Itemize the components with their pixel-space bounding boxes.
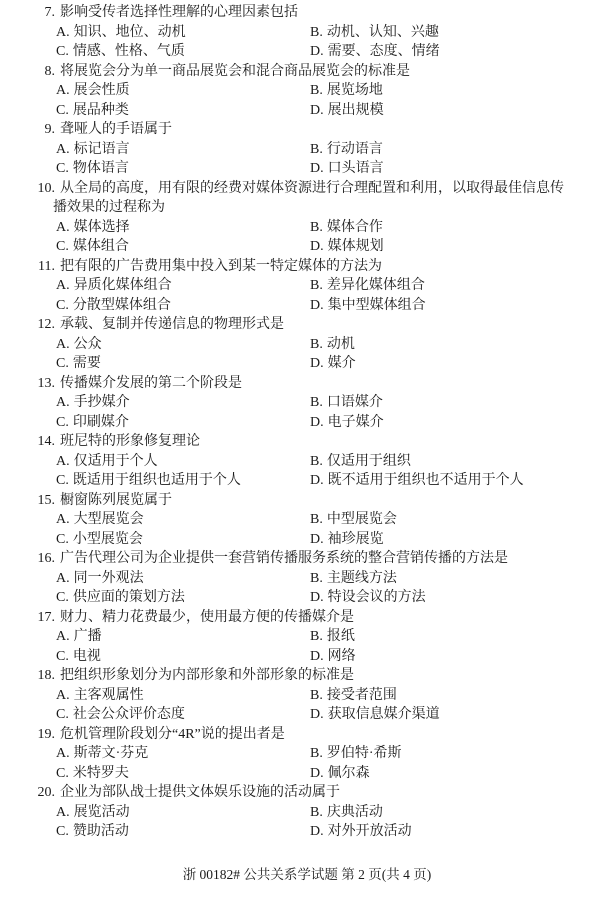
question-stem xyxy=(0,257,584,277)
question-number: 20. xyxy=(37,785,55,800)
option-c xyxy=(56,647,310,667)
option-text: 媒体选择 xyxy=(73,219,130,235)
option-label: D. xyxy=(310,473,324,488)
option-label: A. xyxy=(56,804,70,820)
question-stem xyxy=(0,62,584,82)
option-d xyxy=(310,588,584,608)
option-text: 网络 xyxy=(327,648,356,664)
question-text: 企业为部队战士提供文体娱乐设施的活动属于 xyxy=(60,785,340,800)
option-b xyxy=(310,23,584,43)
option-a xyxy=(56,569,310,589)
option-text: 需要 xyxy=(72,356,101,371)
option-c xyxy=(56,764,310,784)
option-label: C. xyxy=(56,648,69,664)
question-number: 17. xyxy=(37,609,55,625)
option-c xyxy=(56,296,310,316)
option-label: A. xyxy=(56,141,70,157)
question-13 xyxy=(0,374,584,433)
option-b xyxy=(310,744,584,764)
option-label: C. xyxy=(56,707,69,722)
option-text: 集中型媒体组合 xyxy=(327,297,426,313)
option-c xyxy=(56,101,310,121)
option-b xyxy=(310,393,584,413)
option-label: D. xyxy=(310,531,324,547)
option-label: D. xyxy=(310,707,324,722)
option-text: 媒介 xyxy=(327,356,356,371)
question-stem xyxy=(0,725,584,745)
option-label: D. xyxy=(310,297,324,313)
question-18 xyxy=(0,666,584,725)
question-stem xyxy=(0,491,584,511)
option-label: A. xyxy=(56,687,70,703)
option-b xyxy=(310,569,584,589)
question-text: 聋哑人的手语属于 xyxy=(60,122,172,137)
option-a xyxy=(56,803,310,823)
option-label: A. xyxy=(56,512,70,527)
option-a xyxy=(56,510,310,530)
option-a xyxy=(56,218,310,238)
option-text: 大型展览会 xyxy=(73,512,144,527)
option-text: 差异化媒体组合 xyxy=(326,278,425,293)
question-stem xyxy=(0,315,584,335)
option-label: C. xyxy=(56,297,69,313)
question-stem xyxy=(0,374,584,394)
options-grid xyxy=(0,81,584,120)
option-a xyxy=(56,23,310,43)
questions-list xyxy=(0,3,584,842)
question-17 xyxy=(0,608,584,667)
option-text: 中型展览会 xyxy=(326,512,397,527)
option-text: 供应面的策划方法 xyxy=(72,590,185,605)
option-label: C. xyxy=(56,824,69,839)
option-text: 对外开放活动 xyxy=(327,824,412,839)
question-number: 19. xyxy=(37,726,55,742)
option-c xyxy=(56,237,310,257)
question-stem xyxy=(0,120,584,140)
option-a xyxy=(56,335,310,355)
option-c xyxy=(56,42,310,62)
option-label: C. xyxy=(56,356,69,371)
option-label: B. xyxy=(310,24,323,40)
option-text: 行动语言 xyxy=(326,141,383,157)
option-label: A. xyxy=(56,219,70,235)
option-a xyxy=(56,452,310,472)
question-text: 影响受传者选择性理解的心理因素包括 xyxy=(60,5,298,20)
option-d xyxy=(310,471,584,491)
option-d xyxy=(310,237,584,257)
options-grid xyxy=(0,569,584,608)
options-grid xyxy=(0,744,584,783)
question-text: 班尼特的形象修复理论 xyxy=(60,434,200,449)
question-12 xyxy=(0,315,584,374)
question-number: 13. xyxy=(37,375,55,391)
option-label: D. xyxy=(310,648,324,664)
options-grid xyxy=(0,218,584,257)
question-9 xyxy=(0,120,584,179)
option-b xyxy=(310,627,584,647)
option-label: D. xyxy=(310,239,324,254)
options-grid xyxy=(0,335,584,374)
option-label: B. xyxy=(310,219,323,235)
option-text: 知识、地位、动机 xyxy=(73,24,186,40)
option-text: 媒体规划 xyxy=(327,239,384,254)
question-number: 10. xyxy=(37,180,55,196)
option-c xyxy=(56,530,310,550)
option-text: 口头语言 xyxy=(327,161,384,176)
option-text: 手抄媒介 xyxy=(73,395,130,410)
page-footer xyxy=(0,866,614,884)
option-text: 佩尔森 xyxy=(327,765,370,781)
question-number: 14. xyxy=(37,434,55,449)
option-text: 动机、认知、兴趣 xyxy=(326,24,439,40)
question-stem xyxy=(0,3,584,23)
option-label: C. xyxy=(56,102,69,118)
question-number: 7. xyxy=(44,5,55,20)
option-label: B. xyxy=(310,570,323,586)
option-b xyxy=(310,276,584,296)
option-label: A. xyxy=(56,395,70,410)
question-stem xyxy=(0,608,584,628)
option-c xyxy=(56,471,310,491)
option-c xyxy=(56,822,310,842)
options-grid xyxy=(0,276,584,315)
option-text: 情感、性格、气质 xyxy=(72,44,185,59)
option-label: B. xyxy=(310,141,323,157)
option-label: D. xyxy=(310,765,324,781)
option-d xyxy=(310,530,584,550)
option-text: 印刷媒介 xyxy=(72,414,129,430)
option-d xyxy=(310,101,584,121)
option-text: 主客观属性 xyxy=(73,687,144,703)
question-text: 财力、精力花费最少，使用最方便的传播媒介是 xyxy=(60,609,354,625)
option-a xyxy=(56,393,310,413)
question-text: 危机管理阶段划分“4R”说的提出者是 xyxy=(60,726,285,742)
option-label: C. xyxy=(56,473,69,488)
option-text: 报纸 xyxy=(326,629,355,644)
option-text: 社会公众评价态度 xyxy=(72,707,185,722)
option-label: B. xyxy=(310,395,323,410)
option-b xyxy=(310,335,584,355)
question-number: 16. xyxy=(37,551,55,566)
option-label: A. xyxy=(56,336,70,352)
question-text: 把组织形象划分为内部形象和外部形象的标准是 xyxy=(60,668,354,683)
option-text: 赞助活动 xyxy=(72,824,129,839)
option-b xyxy=(310,81,584,101)
question-number: 8. xyxy=(44,63,55,79)
option-text: 小型展览会 xyxy=(72,531,143,547)
option-text: 既适用于组织也适用于个人 xyxy=(72,473,241,488)
question-text: 承载、复制并传递信息的物理形式是 xyxy=(60,317,284,332)
question-16 xyxy=(0,549,584,608)
option-label: A. xyxy=(56,570,70,586)
option-b xyxy=(310,686,584,706)
option-text: 公众 xyxy=(73,336,102,352)
option-text: 物体语言 xyxy=(72,161,129,176)
option-label: B. xyxy=(310,336,323,352)
option-label: D. xyxy=(310,161,324,176)
option-label: C. xyxy=(56,414,69,430)
option-d xyxy=(310,42,584,62)
option-label: B. xyxy=(310,453,323,469)
question-8 xyxy=(0,62,584,121)
option-label: B. xyxy=(310,512,323,527)
question-number: 11. xyxy=(38,258,55,274)
question-number: 12. xyxy=(37,317,55,332)
question-stem xyxy=(0,179,584,199)
option-text: 动机 xyxy=(326,336,355,352)
question-7 xyxy=(0,3,584,62)
question-15 xyxy=(0,491,584,550)
options-grid xyxy=(0,510,584,549)
option-b xyxy=(310,803,584,823)
question-stem xyxy=(0,666,584,686)
option-text: 同一外观法 xyxy=(73,570,144,586)
question-stem xyxy=(0,783,584,803)
option-label: A. xyxy=(56,453,70,469)
option-label: C. xyxy=(56,161,69,176)
option-label: D. xyxy=(310,102,324,118)
option-label: D. xyxy=(310,356,324,371)
option-text: 电子媒介 xyxy=(327,414,384,430)
option-label: A. xyxy=(56,629,70,644)
option-d xyxy=(310,822,584,842)
option-text: 分散型媒体组合 xyxy=(72,297,171,313)
options-grid xyxy=(0,627,584,666)
option-text: 口语媒介 xyxy=(326,395,383,410)
option-c xyxy=(56,159,310,179)
option-label: C. xyxy=(56,765,69,781)
option-label: D. xyxy=(310,44,324,59)
option-label: B. xyxy=(310,278,323,293)
option-text: 需要、态度、情绪 xyxy=(327,44,440,59)
option-text: 接受者范围 xyxy=(326,687,397,703)
option-d xyxy=(310,413,584,433)
question-11 xyxy=(0,257,584,316)
question-text: 将展览会分为单一商品展览会和混合商品展览会的标准是 xyxy=(60,63,410,79)
option-label: A. xyxy=(56,83,70,98)
question-stem xyxy=(0,432,584,452)
option-text: 袖珍展览 xyxy=(327,531,384,547)
option-text: 展品种类 xyxy=(72,102,129,118)
option-label: A. xyxy=(56,24,70,40)
option-text: 获取信息媒介渠道 xyxy=(327,707,440,722)
option-text: 展览活动 xyxy=(73,804,130,820)
options-grid xyxy=(0,23,584,62)
option-label: C. xyxy=(56,239,69,254)
option-text: 展会性质 xyxy=(73,83,130,98)
question-text: 橱窗陈列展览属于 xyxy=(60,492,172,508)
option-d xyxy=(310,159,584,179)
question-text: 从全局的高度，用有限的经费对媒体资源进行合理配置和利用，以取得最佳信息传 xyxy=(60,180,564,196)
option-c xyxy=(56,705,310,725)
option-text: 标记语言 xyxy=(73,141,130,157)
option-label: D. xyxy=(310,414,324,430)
option-b xyxy=(310,140,584,160)
question-text: 广告代理公司为企业提供一套营销传播服务系统的整合营销传播的方法是 xyxy=(60,551,508,566)
option-label: A. xyxy=(56,278,70,293)
question-number: 18. xyxy=(37,668,55,683)
option-b xyxy=(310,218,584,238)
option-label: C. xyxy=(56,44,69,59)
option-a xyxy=(56,276,310,296)
option-a xyxy=(56,627,310,647)
option-a xyxy=(56,81,310,101)
question-text: 传播媒介发展的第二个阶段是 xyxy=(60,375,242,391)
option-c xyxy=(56,588,310,608)
option-c xyxy=(56,354,310,374)
option-label: A. xyxy=(56,746,70,761)
option-label: C. xyxy=(56,590,69,605)
question-20 xyxy=(0,783,584,842)
option-label: B. xyxy=(310,83,323,98)
option-text: 仅适用于组织 xyxy=(326,453,411,469)
option-b xyxy=(310,510,584,530)
question-text-continued: 播效果的过程称为 xyxy=(53,200,165,215)
option-label: D. xyxy=(310,824,324,839)
option-d xyxy=(310,647,584,667)
option-c xyxy=(56,413,310,433)
option-text: 庆典活动 xyxy=(326,804,383,820)
option-text: 斯蒂文·芬克 xyxy=(73,746,149,761)
option-text: 电视 xyxy=(72,648,101,664)
question-stem xyxy=(0,549,584,569)
footer-text: 浙 00182# 公共关系学试题 第 2 页(共 4 页) xyxy=(182,867,432,882)
option-text: 广播 xyxy=(73,629,102,644)
question-19 xyxy=(0,725,584,784)
option-text: 既不适用于组织也不适用于个人 xyxy=(327,473,524,488)
option-text: 米特罗夫 xyxy=(72,765,129,781)
options-grid xyxy=(0,140,584,179)
options-grid xyxy=(0,452,584,491)
option-label: B. xyxy=(310,687,323,703)
option-label: D. xyxy=(310,590,324,605)
question-number: 9. xyxy=(44,122,55,137)
question-number: 15. xyxy=(37,492,55,508)
option-label: B. xyxy=(310,746,323,761)
options-grid xyxy=(0,393,584,432)
option-text: 展览场地 xyxy=(326,83,383,98)
option-d xyxy=(310,354,584,374)
option-label: B. xyxy=(310,804,323,820)
question-text: 把有限的广告费用集中投入到某一特定媒体的方法为 xyxy=(60,258,382,274)
option-label: B. xyxy=(310,629,323,644)
question-10 xyxy=(0,179,584,257)
options-grid xyxy=(0,686,584,725)
option-a xyxy=(56,686,310,706)
option-label: C. xyxy=(56,531,69,547)
option-text: 罗伯特·希斯 xyxy=(326,746,402,761)
option-d xyxy=(310,705,584,725)
option-b xyxy=(310,452,584,472)
option-text: 媒体合作 xyxy=(326,219,383,235)
option-text: 媒体组合 xyxy=(72,239,129,254)
option-a xyxy=(56,744,310,764)
option-d xyxy=(310,764,584,784)
option-text: 异质化媒体组合 xyxy=(73,278,172,293)
question-14 xyxy=(0,432,584,491)
option-text: 主题线方法 xyxy=(326,570,397,586)
option-a xyxy=(56,140,310,160)
option-d xyxy=(310,296,584,316)
option-text: 仅适用于个人 xyxy=(73,453,158,469)
option-text: 展出规模 xyxy=(327,102,384,118)
options-grid xyxy=(0,803,584,842)
option-text: 特设会议的方法 xyxy=(327,590,426,605)
